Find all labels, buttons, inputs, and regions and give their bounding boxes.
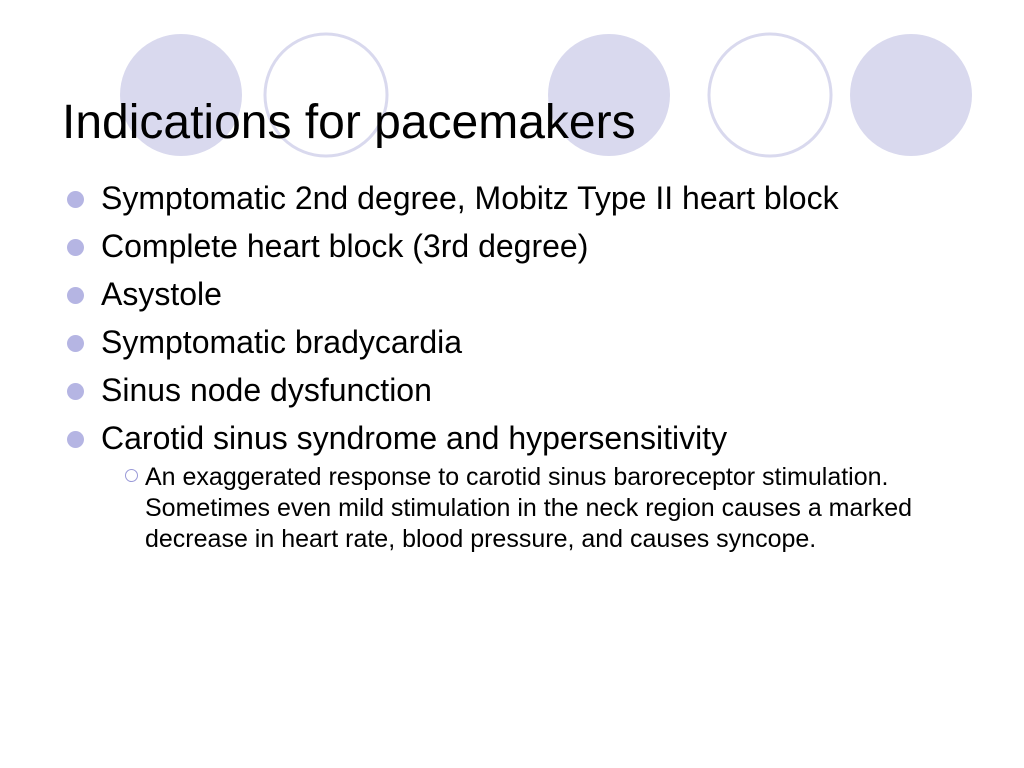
bullet-text: Sinus node dysfunction [101,372,432,408]
bullet-item [62,324,962,360]
outline-circle-2 [709,34,831,156]
bullet-item [62,276,962,312]
slide-title: Indications for pacemakers [62,96,636,149]
bullet-item [62,420,962,555]
bullet-text: Symptomatic bradycardia [101,324,463,360]
bullet-text: Complete heart block (3rd degree) [101,228,589,264]
bullet-item [62,228,962,264]
hollow-bullet-icon [125,469,138,482]
sub-bullet-list [101,462,962,555]
bullet-item [62,372,962,408]
bullet-icon [67,431,84,448]
bullet-icon [67,287,84,304]
bullet-icon [67,383,84,400]
bullet-list [62,180,962,567]
sub-bullet-item [107,462,962,555]
bullet-icon [67,335,84,352]
filled-circle-3 [850,34,972,156]
bullet-text: Carotid sinus syndrome and hypersensitivity [101,420,728,456]
bullet-icon [67,191,84,208]
bullet-text: Asystole [101,276,222,312]
bullet-text: Symptomatic 2nd degree, Mobitz Type II heart block [101,180,839,216]
bullet-icon [67,239,84,256]
sub-bullet-text: An exaggerated response to carotid sinus baroreceptor stimulation. Sometimes even mild stimulation in the neck region causes a marked decrease in heart rate, blood pressure, and causes syncope. [145,463,913,553]
bullet-item [62,180,962,216]
